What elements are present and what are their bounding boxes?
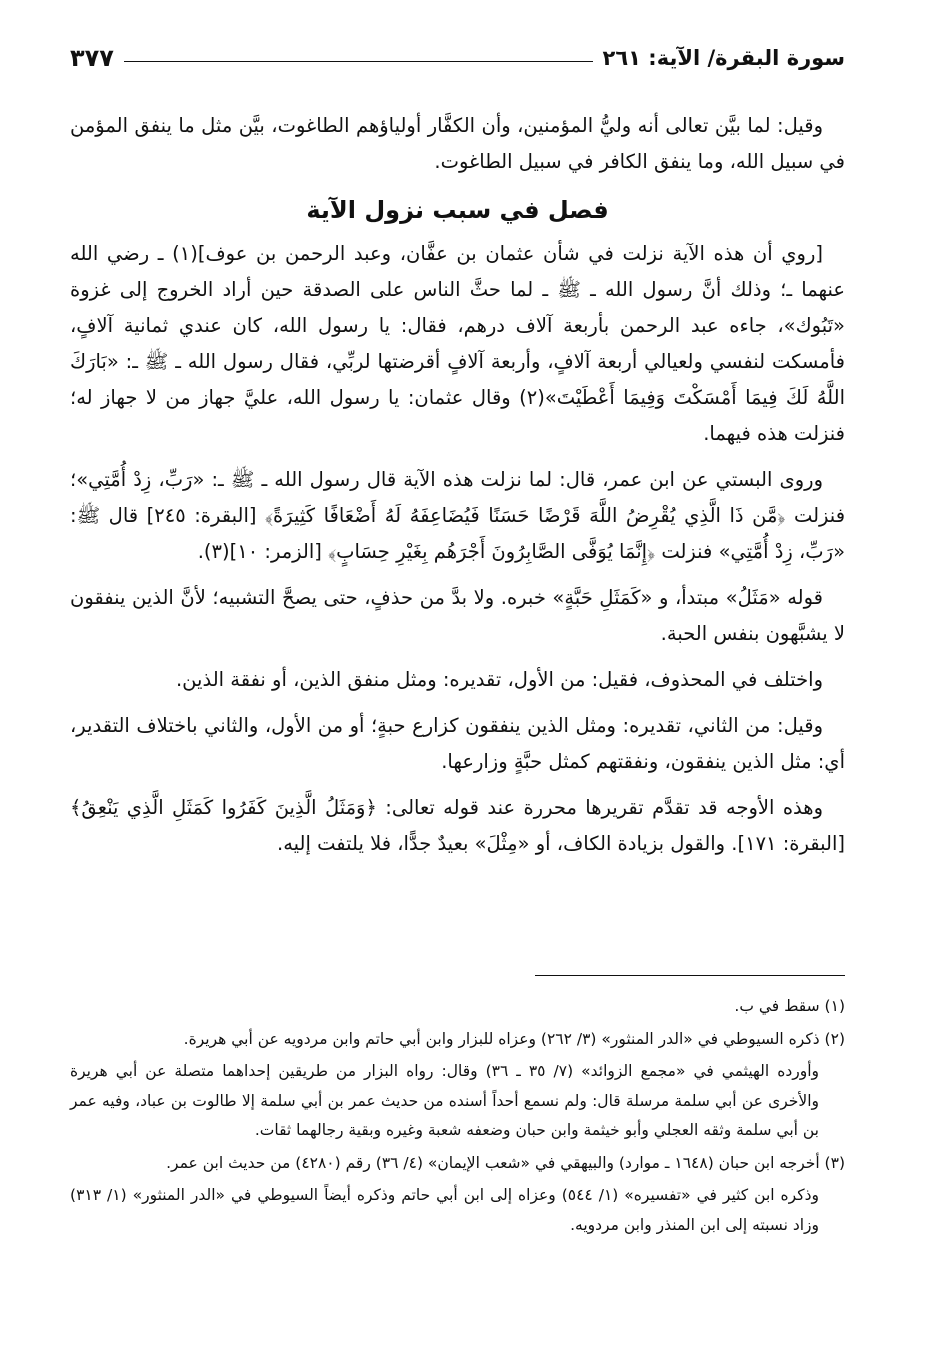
paragraph-7: وهذه الأوجه قد تقدَّم تقريرها محررة عند قوله تعالى: ﴿وَمَثَلُ الَّذِينَ كَفَرُوا كَمَثَلِ الَّذِي يَنْعِقُ﴾ [البقرة: ١٧١]. والقول بزيادة الكاف، أو «مِثْلَ» بعيدٌ جدًّا، فلا يلتفت إليه. [70,796,845,855]
paragraph-4: قوله «مَثَلُ» مبتدأ، و «كَمَثَلِ حَبَّةٍ» خبره. ولا بدَّ من حذفٍ، حتى يصحَّ التشبيه؛ لأنَّ الذين ينفقون لا يشبَّهون بنفس الحبة. [70,586,845,645]
footnote-separator [535,975,845,976]
footnotes [70,992,845,1240]
paragraph-2: [روي أن هذه الآية نزلت في شأن عثمان بن عفَّان، وعبد الرحمن بن عوف](١) ـ رضي الله عنهما ـ؛ وذلك أنَّ رسول الله ـ ﷺ ـ لما حثَّ الناس على الصدقة حين أراد الخروج إلى غزوة «تَبُوك»، جاءه عبد الرحمن بأربعة آلاف درهم، فقال: يا رسول الله، كان عندي ثمانية آلافٍ، فأمسكت لنفسي ولعيالي أربعة آلافٍ، وأربعة آلافٍ أقرضتها لربِّي، فقال رسول الله ـ ﷺ ـ: «بَارَكَ اللَّهُ لَكَ فِيمَا أَمْسَكْتَ وَفِيمَا أَعْطَيْتَ»(٢) وقال عثمان: يا رسول الله، عليَّ جهاز من لا جهاز له؛ فنزلت هذه فيهما. [70,242,845,445]
main-text [70,108,845,862]
header-rule [124,61,593,62]
footnote-2: (٢) ذكره السيوطي في «الدر المنثور» (٣/ ٢٦٢) وعزاه للبزار وابن أبي حاتم وابن مردويه عن أبي هريرة. [183,1029,845,1048]
surah-ayah-label: سورة البقرة/ الآية: ٢٦١ [602,46,845,70]
paragraph-1: وقيل: لما بيَّن تعالى أنه وليُّ المؤمنين، وأن الكفَّار أولياؤهم الطاغوت، بيَّن مثل ما ينفق المؤمن في سبيل الله، وما ينفق الكافر في سبيل الطاغوت. [70,114,845,173]
footnote-2-continued: وأورده الهيثمي في «مجمع الزوائد» (٧/ ٣٥ ـ ٣٦) وقال: رواه البزار من طريقين إحداهما متصلة عن أبي هريرة والأخرى عن أبي سلمة مرسلة قال: ولم نسمع أحداً أسنده من حديث عمر بن أبي سلمة إلا طالوت بن عباد، وفيه عمر بن أبي سلمة وثقه العجلي وأبو خيثمة وابن حبان وضعفه شعبة وغيره وبقية رجالهما ثقات. [70,1062,819,1139]
footnote-3: (٣) أخرجه ابن حبان (١٦٤٨ ـ موارد) والبيهقي في «شعب الإيمان» (٤/ ٣٦) رقم (٤٢٨٠) من حديث ابن عمر. [166,1153,845,1172]
paragraph-5: واختلف في المحذوف، فقيل: من الأول، تقديره: ومثل منفق الذين، أو نفقة الذين. [175,668,823,691]
footnote-1: (١) سقط في ب. [734,997,845,1015]
running-header [70,30,845,74]
section-title: فصل في سبب نزول الآية [306,196,609,224]
footnote-3-continued: وذكره ابن كثير في «تفسيره» (١/ ٥٤٤) وعزاه إلى ابن أبي حاتم وذكره أيضاً السيوطي في «الدر المنثور» (١/ ٣١٣) وزاد نسبته إلى ابن المنذر وابن مردويه. [70,1186,819,1234]
page-number: ٣٧٧ [70,44,114,72]
paragraph-3: وروى البستي عن ابن عمر، قال: لما نزلت هذه الآية قال رسول الله ـ ﷺ ـ: «رَبِّ، زِدْ أُمَّتِي»؛ فنزلت ﴿مَّن ذَا الَّذِي يُقْرِضُ اللَّهَ قَرْضًا حَسَنًا فَيُضَاعِفَهُ لَهُ أَضْعَافًا كَثِيرَةً﴾ [البقرة: ٢٤٥] قال ﷺ: «رَبِّ، زِدْ أُمَّتِي» فنزلت ﴿إِنَّمَا يُوَفَّى الصَّابِرُونَ أَجْرَهُم بِغَيْرِ حِسَابٍ﴾ [الزمر: ١٠](٣). [70,468,846,563]
paragraph-6: وقيل: من الثاني، تقديره: ومثل الذين ينفقون كزارع حبةٍ؛ أو من الأول، والثاني باختلاف التقدير، أي: مثل الذين ينفقون، ونفقتهم كمثل حبَّةٍ وزارعها. [70,714,845,773]
